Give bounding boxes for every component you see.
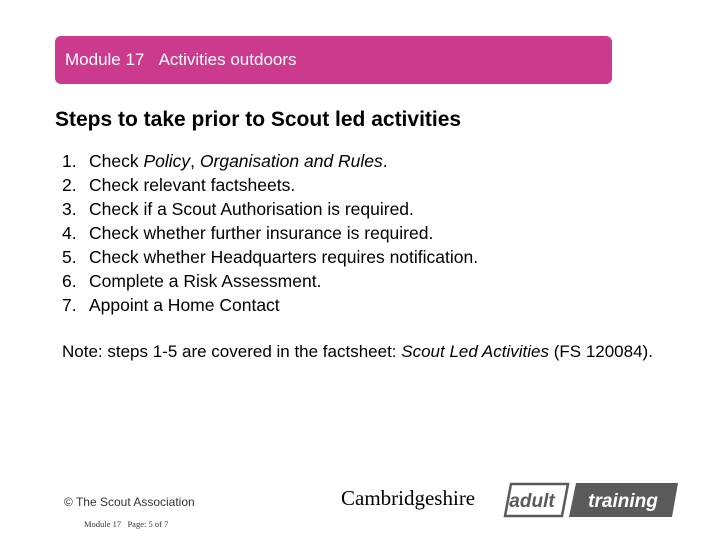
copyright-text: © The Scout Association: [64, 495, 195, 509]
module-title: Activities outdoors: [158, 50, 297, 69]
list-item: [62, 245, 478, 269]
step-number: 3.: [62, 199, 77, 219]
page-info: Module 17 Page: 5 of 7: [84, 519, 169, 529]
factsheet-note: Note: steps 1-5 are covered in the factsheet: Scout Led Activities (FS 120084).: [62, 342, 653, 361]
step-text: Appoint a Home Contact: [89, 295, 280, 315]
logo-word-training: training: [588, 491, 658, 512]
list-item: [62, 293, 478, 317]
step-text: Check whether further insurance is required.: [89, 223, 434, 243]
step-number: 2.: [62, 175, 77, 195]
header-banner: [55, 36, 612, 84]
step-text: Check if a Scout Authorisation is required.: [89, 199, 414, 219]
step-text: Check whether Headquarters requires notification.: [89, 247, 479, 267]
step-number: 4.: [62, 223, 77, 243]
list-item: [62, 221, 478, 245]
step-text: Complete a Risk Assessment.: [89, 271, 322, 291]
module-label: Module 17: [65, 50, 145, 69]
list-item: [62, 173, 478, 197]
list-item: [62, 269, 478, 293]
region-label: Cambridgeshire: [341, 486, 476, 510]
list-item: [62, 197, 478, 221]
slide-heading: Steps to take prior to Scout led activities: [55, 108, 462, 131]
factsheet-title: Scout Led Activities: [401, 342, 549, 361]
step-number: 5.: [62, 247, 77, 267]
step-number: 6.: [62, 271, 77, 291]
steps-list: [62, 149, 478, 317]
step-text: Check Policy, Organisation and Rules.: [89, 151, 388, 171]
logo-word-adult: adult: [509, 491, 555, 512]
step-number: 7.: [62, 295, 77, 315]
step-number: 1.: [62, 151, 77, 171]
step-text: Check relevant factsheets.: [89, 175, 296, 195]
adult-training-logo: [496, 481, 678, 519]
list-item: [62, 149, 478, 173]
